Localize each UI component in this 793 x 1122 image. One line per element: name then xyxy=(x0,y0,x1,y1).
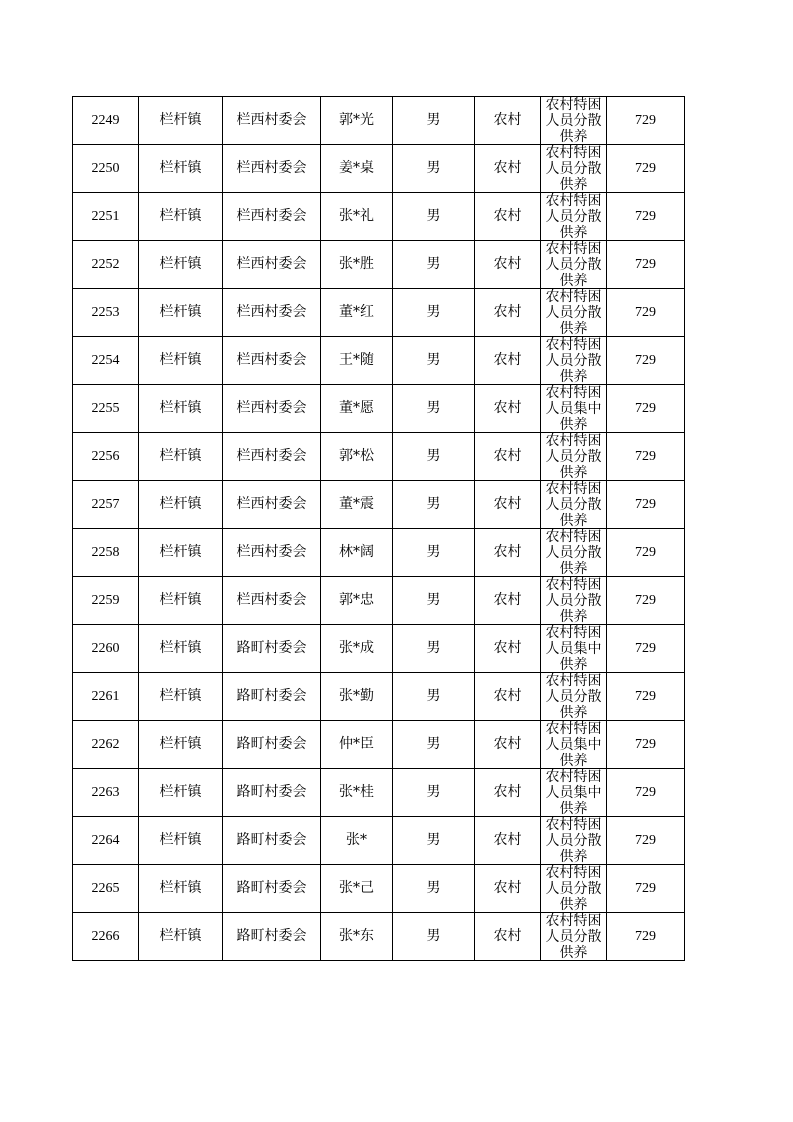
cell-person-name: 张*礼 xyxy=(321,193,393,241)
table-row xyxy=(73,625,685,673)
cell-support-category xyxy=(541,769,607,817)
cell-town: 栏杆镇 xyxy=(139,193,223,241)
cell-residence-type: 农村 xyxy=(475,481,541,529)
cell-person-name: 张*勤 xyxy=(321,673,393,721)
cell-village-committee: 路町村委会 xyxy=(223,625,321,673)
cell-town: 栏杆镇 xyxy=(139,337,223,385)
support-category-text: 农村特困人员集中供养 xyxy=(545,625,602,672)
cell-village-committee: 路町村委会 xyxy=(223,769,321,817)
cell-gender: 男 xyxy=(393,97,475,145)
cell-person-name: 郭*松 xyxy=(321,433,393,481)
cell-serial-number: 2253 xyxy=(73,289,139,337)
cell-serial-number: 2259 xyxy=(73,577,139,625)
support-category-text: 农村特困人员集中供养 xyxy=(545,385,602,432)
cell-amount: 729 xyxy=(607,145,685,193)
cell-person-name: 郭*光 xyxy=(321,97,393,145)
cell-residence-type: 农村 xyxy=(475,193,541,241)
table-row xyxy=(73,721,685,769)
cell-person-name: 姜*桌 xyxy=(321,145,393,193)
cell-residence-type: 农村 xyxy=(475,673,541,721)
cell-support-category xyxy=(541,625,607,673)
cell-town: 栏杆镇 xyxy=(139,817,223,865)
cell-gender: 男 xyxy=(393,913,475,961)
table-row xyxy=(73,913,685,961)
cell-amount: 729 xyxy=(607,97,685,145)
support-category-text: 农村特困人员分散供养 xyxy=(545,97,602,144)
cell-amount: 729 xyxy=(607,769,685,817)
cell-amount: 729 xyxy=(607,241,685,289)
cell-amount: 729 xyxy=(607,625,685,673)
cell-support-category xyxy=(541,97,607,145)
support-category-text: 农村特困人员分散供养 xyxy=(545,433,602,480)
cell-person-name: 张*东 xyxy=(321,913,393,961)
cell-person-name: 仲*臣 xyxy=(321,721,393,769)
cell-amount: 729 xyxy=(607,673,685,721)
table-row xyxy=(73,433,685,481)
cell-town: 栏杆镇 xyxy=(139,865,223,913)
cell-amount: 729 xyxy=(607,721,685,769)
cell-amount: 729 xyxy=(607,433,685,481)
cell-town: 栏杆镇 xyxy=(139,241,223,289)
cell-amount: 729 xyxy=(607,289,685,337)
table-row xyxy=(73,193,685,241)
cell-support-category xyxy=(541,433,607,481)
cell-gender: 男 xyxy=(393,433,475,481)
cell-support-category xyxy=(541,289,607,337)
cell-amount: 729 xyxy=(607,385,685,433)
cell-amount: 729 xyxy=(607,193,685,241)
table-row xyxy=(73,865,685,913)
cell-gender: 男 xyxy=(393,673,475,721)
cell-support-category xyxy=(541,193,607,241)
support-category-text: 农村特困人员分散供养 xyxy=(545,289,602,336)
cell-village-committee: 栏西村委会 xyxy=(223,481,321,529)
cell-village-committee: 栏西村委会 xyxy=(223,289,321,337)
cell-gender: 男 xyxy=(393,721,475,769)
cell-serial-number: 2262 xyxy=(73,721,139,769)
cell-amount: 729 xyxy=(607,865,685,913)
cell-support-category xyxy=(541,577,607,625)
cell-town: 栏杆镇 xyxy=(139,721,223,769)
support-category-text: 农村特困人员分散供养 xyxy=(545,673,602,720)
cell-residence-type: 农村 xyxy=(475,337,541,385)
cell-residence-type: 农村 xyxy=(475,577,541,625)
cell-person-name: 张*成 xyxy=(321,625,393,673)
support-category-text: 农村特困人员分散供养 xyxy=(545,481,602,528)
cell-support-category xyxy=(541,481,607,529)
table-row xyxy=(73,337,685,385)
cell-support-category xyxy=(541,385,607,433)
cell-residence-type: 农村 xyxy=(475,529,541,577)
cell-amount: 729 xyxy=(607,481,685,529)
cell-gender: 男 xyxy=(393,385,475,433)
cell-residence-type: 农村 xyxy=(475,433,541,481)
cell-residence-type: 农村 xyxy=(475,721,541,769)
cell-person-name: 林*阔 xyxy=(321,529,393,577)
table-row xyxy=(73,385,685,433)
cell-support-category xyxy=(541,145,607,193)
cell-town: 栏杆镇 xyxy=(139,289,223,337)
table-row xyxy=(73,97,685,145)
cell-gender: 男 xyxy=(393,193,475,241)
cell-person-name: 董*愿 xyxy=(321,385,393,433)
cell-amount: 729 xyxy=(607,577,685,625)
cell-person-name: 张*桂 xyxy=(321,769,393,817)
cell-village-committee: 路町村委会 xyxy=(223,913,321,961)
cell-village-committee: 栏西村委会 xyxy=(223,433,321,481)
cell-serial-number: 2265 xyxy=(73,865,139,913)
table-row xyxy=(73,289,685,337)
cell-amount: 729 xyxy=(607,337,685,385)
support-category-text: 农村特困人员分散供养 xyxy=(545,193,602,240)
cell-village-committee: 路町村委会 xyxy=(223,865,321,913)
cell-town: 栏杆镇 xyxy=(139,481,223,529)
cell-serial-number: 2249 xyxy=(73,97,139,145)
cell-support-category xyxy=(541,913,607,961)
table-row xyxy=(73,241,685,289)
cell-support-category xyxy=(541,241,607,289)
table-row xyxy=(73,145,685,193)
cell-village-committee: 栏西村委会 xyxy=(223,241,321,289)
cell-residence-type: 农村 xyxy=(475,289,541,337)
cell-residence-type: 农村 xyxy=(475,913,541,961)
cell-person-name: 董*震 xyxy=(321,481,393,529)
cell-gender: 男 xyxy=(393,289,475,337)
cell-serial-number: 2266 xyxy=(73,913,139,961)
cell-village-committee: 栏西村委会 xyxy=(223,337,321,385)
cell-support-category xyxy=(541,865,607,913)
cell-serial-number: 2255 xyxy=(73,385,139,433)
cell-village-committee: 栏西村委会 xyxy=(223,97,321,145)
cell-residence-type: 农村 xyxy=(475,241,541,289)
cell-gender: 男 xyxy=(393,769,475,817)
cell-person-name: 王*随 xyxy=(321,337,393,385)
cell-town: 栏杆镇 xyxy=(139,673,223,721)
cell-person-name: 张*己 xyxy=(321,865,393,913)
cell-town: 栏杆镇 xyxy=(139,769,223,817)
table-row xyxy=(73,481,685,529)
cell-serial-number: 2263 xyxy=(73,769,139,817)
cell-residence-type: 农村 xyxy=(475,385,541,433)
cell-support-category xyxy=(541,817,607,865)
table-row xyxy=(73,529,685,577)
cell-person-name: 张* xyxy=(321,817,393,865)
cell-serial-number: 2257 xyxy=(73,481,139,529)
cell-gender: 男 xyxy=(393,241,475,289)
cell-serial-number: 2258 xyxy=(73,529,139,577)
cell-gender: 男 xyxy=(393,529,475,577)
cell-person-name: 郭*忠 xyxy=(321,577,393,625)
cell-residence-type: 农村 xyxy=(475,625,541,673)
cell-person-name: 张*胜 xyxy=(321,241,393,289)
table-body xyxy=(73,97,685,961)
cell-amount: 729 xyxy=(607,913,685,961)
cell-support-category xyxy=(541,673,607,721)
cell-village-committee: 路町村委会 xyxy=(223,673,321,721)
support-category-text: 农村特困人员集中供养 xyxy=(545,769,602,816)
support-category-text: 农村特困人员集中供养 xyxy=(545,721,602,768)
cell-amount: 729 xyxy=(607,817,685,865)
cell-town: 栏杆镇 xyxy=(139,529,223,577)
cell-residence-type: 农村 xyxy=(475,817,541,865)
support-category-text: 农村特困人员分散供养 xyxy=(545,241,602,288)
cell-serial-number: 2261 xyxy=(73,673,139,721)
cell-village-committee: 栏西村委会 xyxy=(223,145,321,193)
cell-support-category xyxy=(541,721,607,769)
cell-serial-number: 2256 xyxy=(73,433,139,481)
support-category-text: 农村特困人员分散供养 xyxy=(545,337,602,384)
cell-serial-number: 2250 xyxy=(73,145,139,193)
support-category-text: 农村特困人员分散供养 xyxy=(545,577,602,624)
cell-support-category xyxy=(541,529,607,577)
cell-town: 栏杆镇 xyxy=(139,577,223,625)
cell-serial-number: 2251 xyxy=(73,193,139,241)
cell-village-committee: 栏西村委会 xyxy=(223,529,321,577)
page-blank-margin xyxy=(0,976,793,1122)
table-row xyxy=(73,673,685,721)
cell-town: 栏杆镇 xyxy=(139,97,223,145)
support-category-text: 农村特困人员分散供养 xyxy=(545,817,602,864)
support-category-text: 农村特困人员分散供养 xyxy=(545,913,602,960)
cell-village-committee: 路町村委会 xyxy=(223,721,321,769)
beneficiary-table xyxy=(72,96,685,961)
cell-person-name: 董*红 xyxy=(321,289,393,337)
table-row xyxy=(73,817,685,865)
support-category-text: 农村特困人员分散供养 xyxy=(545,529,602,576)
cell-gender: 男 xyxy=(393,577,475,625)
cell-town: 栏杆镇 xyxy=(139,145,223,193)
cell-serial-number: 2254 xyxy=(73,337,139,385)
cell-gender: 男 xyxy=(393,817,475,865)
cell-village-committee: 栏西村委会 xyxy=(223,577,321,625)
cell-town: 栏杆镇 xyxy=(139,433,223,481)
cell-town: 栏杆镇 xyxy=(139,625,223,673)
table-row xyxy=(73,577,685,625)
cell-residence-type: 农村 xyxy=(475,97,541,145)
cell-gender: 男 xyxy=(393,145,475,193)
cell-gender: 男 xyxy=(393,481,475,529)
cell-village-committee: 栏西村委会 xyxy=(223,385,321,433)
cell-gender: 男 xyxy=(393,625,475,673)
cell-amount: 729 xyxy=(607,529,685,577)
cell-gender: 男 xyxy=(393,865,475,913)
cell-serial-number: 2260 xyxy=(73,625,139,673)
table-row xyxy=(73,769,685,817)
cell-serial-number: 2264 xyxy=(73,817,139,865)
cell-village-committee: 路町村委会 xyxy=(223,817,321,865)
cell-serial-number: 2252 xyxy=(73,241,139,289)
cell-town: 栏杆镇 xyxy=(139,385,223,433)
support-category-text: 农村特困人员分散供养 xyxy=(545,865,602,912)
cell-residence-type: 农村 xyxy=(475,865,541,913)
cell-residence-type: 农村 xyxy=(475,769,541,817)
support-category-text: 农村特困人员分散供养 xyxy=(545,145,602,192)
cell-support-category xyxy=(541,337,607,385)
cell-gender: 男 xyxy=(393,337,475,385)
cell-residence-type: 农村 xyxy=(475,145,541,193)
cell-town: 栏杆镇 xyxy=(139,913,223,961)
cell-village-committee: 栏西村委会 xyxy=(223,193,321,241)
